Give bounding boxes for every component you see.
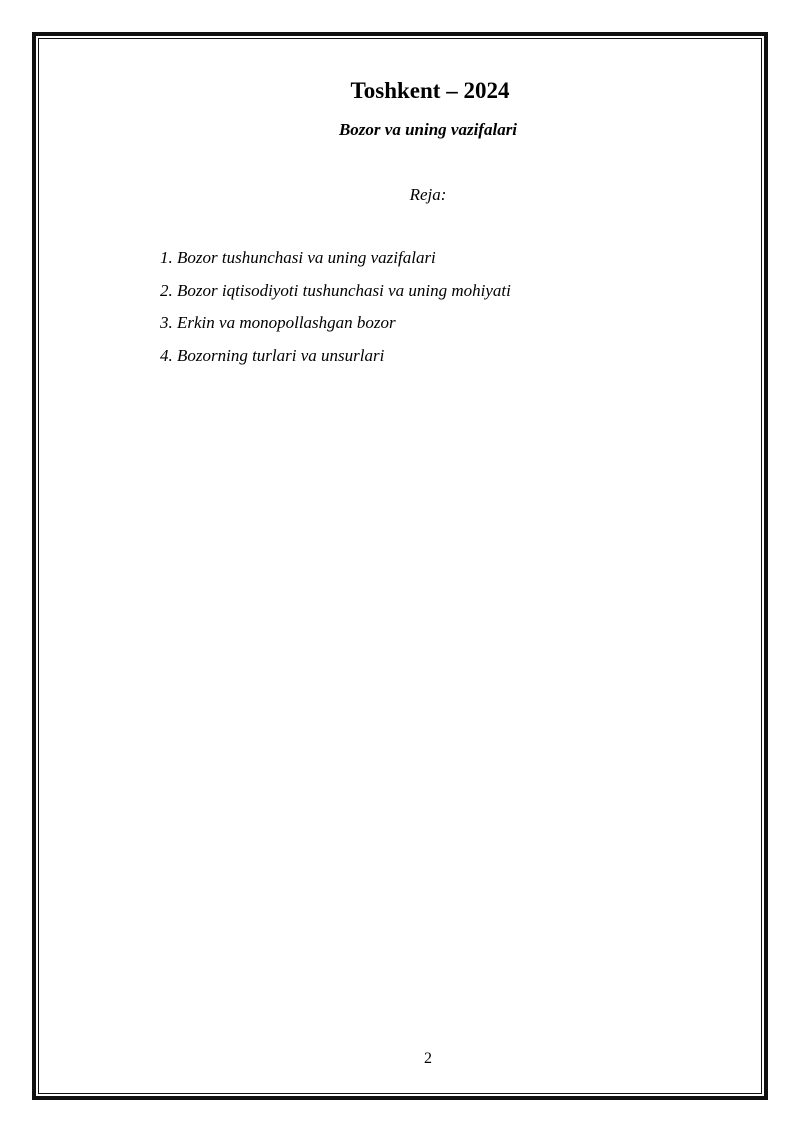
document-subtitle: Bozor va uning vazifalari xyxy=(338,120,518,139)
plan-item-2 xyxy=(160,279,511,312)
plan-item-text: Erkin va monopollashgan bozor xyxy=(177,313,396,332)
plan-item-3 xyxy=(160,311,511,344)
plan-heading: Reja: xyxy=(409,185,447,204)
plan-item-4 xyxy=(160,344,511,377)
plan-item-number: 2. xyxy=(160,280,173,300)
plan-item-text: Bozor tushunchasi va uning vazifalari xyxy=(177,248,436,267)
plan-list xyxy=(160,246,511,376)
plan-item-number: 1. xyxy=(160,248,173,267)
plan-item-number: 3. xyxy=(160,313,173,332)
document-title: Toshkent – 2024 xyxy=(350,78,510,103)
plan-item-1 xyxy=(160,246,511,279)
plan-item-number: 4. xyxy=(160,345,173,365)
page-number: 2 xyxy=(424,1050,432,1067)
plan-item-text: Bozorning turlari va unsurlari xyxy=(177,345,385,365)
plan-item-text: Bozor iqtisodiyoti tushunchasi va uning mohiyati xyxy=(177,280,511,300)
